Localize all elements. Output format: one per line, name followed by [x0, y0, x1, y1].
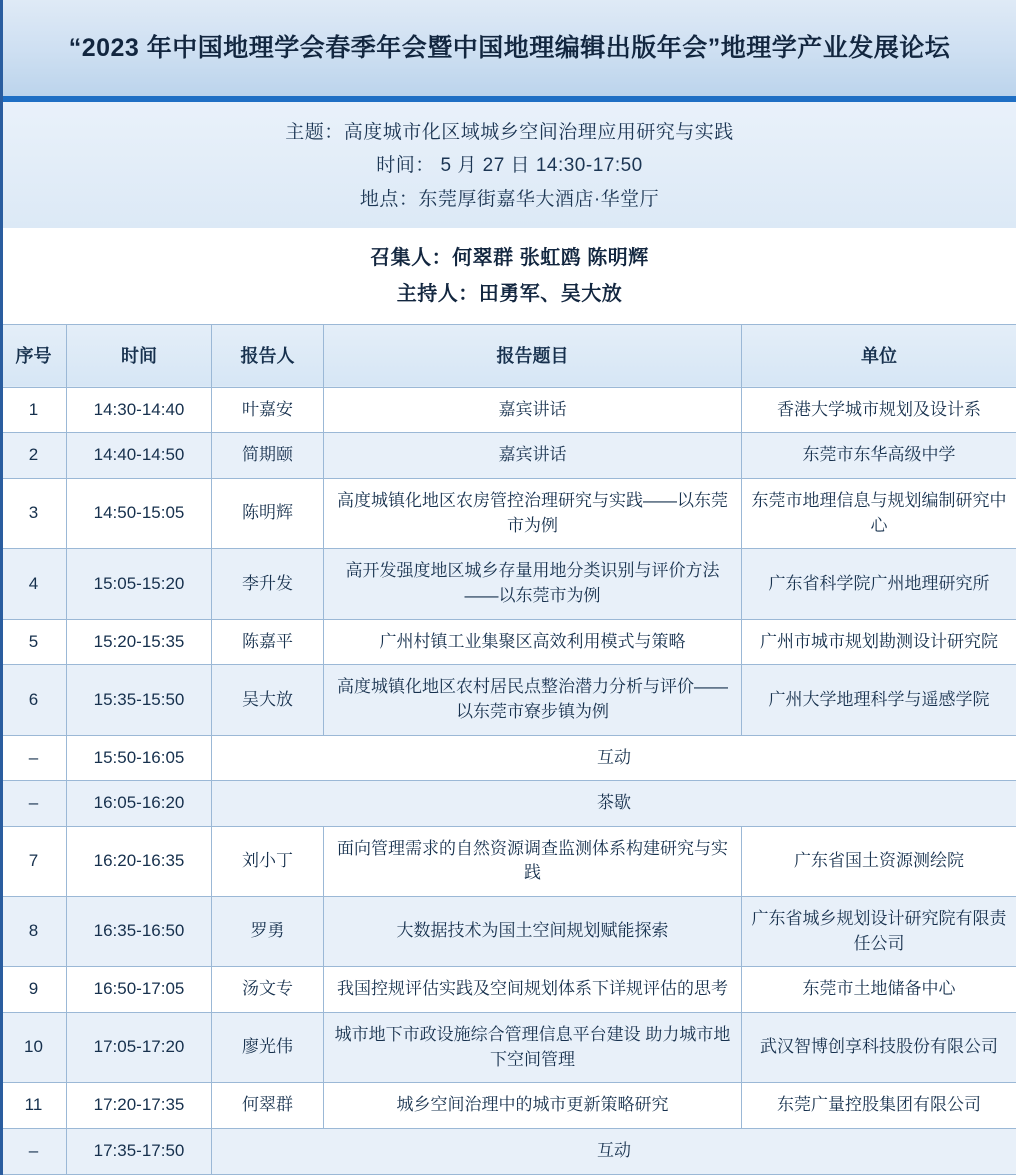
table-row: [1, 897, 1016, 967]
cell-topic: 嘉宾讲话: [324, 387, 742, 433]
cell-topic: 嘉宾讲话: [324, 433, 742, 479]
cell-speaker: 刘小丁: [212, 826, 324, 896]
cell-topic: 城乡空间治理中的城市更新策略研究: [324, 1083, 742, 1129]
cell-speaker: 吴大放: [212, 665, 324, 735]
column-header-topic: 报告题目: [324, 324, 742, 387]
cell-no: –: [1, 781, 67, 827]
cell-time: 17:20-17:35: [67, 1083, 212, 1129]
cell-unit: 广州大学地理科学与遥感学院: [742, 665, 1016, 735]
cell-unit: 东莞市土地储备中心: [742, 967, 1016, 1013]
cell-no: –: [1, 735, 67, 781]
column-header-unit: 单位: [742, 324, 1016, 387]
table-row: [1, 665, 1016, 735]
cell-topic: 广州村镇工业集聚区高效利用模式与策略: [324, 619, 742, 665]
cell-unit: 武汉智博创享科技股份有限公司: [742, 1013, 1016, 1083]
table-row: [1, 826, 1016, 896]
table-row: [1, 781, 1016, 827]
table-row: [1, 433, 1016, 479]
cell-time: 17:35-17:50: [67, 1128, 212, 1174]
cell-speaker: 廖光伟: [212, 1013, 324, 1083]
table-row: [1, 1013, 1016, 1083]
page-title: “2023 年中国地理学会春季年会暨中国地理编辑出版年会”地理学产业发展论坛: [69, 32, 951, 65]
cell-unit: 东莞广量控股集团有限公司: [742, 1083, 1016, 1129]
cell-time: 14:40-14:50: [67, 433, 212, 479]
table-row: [1, 387, 1016, 433]
cell-speaker: 罗勇: [212, 897, 324, 967]
cell-time: 15:20-15:35: [67, 619, 212, 665]
cell-no: 1: [1, 387, 67, 433]
table-row: [1, 549, 1016, 619]
cell-time: 16:05-16:20: [67, 781, 212, 827]
cell-time: 15:05-15:20: [67, 549, 212, 619]
table-row: [1, 479, 1016, 549]
cell-unit: 广东省城乡规划设计研究院有限责任公司: [742, 897, 1016, 967]
cell-speaker: 汤文专: [212, 967, 324, 1013]
cell-speaker: 简期颐: [212, 433, 324, 479]
cell-no: –: [1, 1128, 67, 1174]
cell-time: 17:05-17:20: [67, 1013, 212, 1083]
schedule-table-head: [1, 324, 1016, 387]
event-time: 时间： 5 月 27 日 14:30-17:50: [3, 149, 1016, 182]
cell-topic: 互动: [212, 1128, 1016, 1174]
cell-unit: 广州市城市规划勘测设计研究院: [742, 619, 1016, 665]
cell-unit: 香港大学城市规划及设计系: [742, 387, 1016, 433]
column-header-speaker: 报告人: [212, 324, 324, 387]
cell-topic: 互动: [212, 735, 1016, 781]
cell-no: 5: [1, 619, 67, 665]
cell-speaker: 陈明辉: [212, 479, 324, 549]
left-accent-rail: [0, 0, 3, 1175]
table-row: [1, 967, 1016, 1013]
cell-topic: 面向管理需求的自然资源调查监测体系构建研究与实践: [324, 826, 742, 896]
cell-unit: 东莞市地理信息与规划编制研究中心: [742, 479, 1016, 549]
cell-time: 16:50-17:05: [67, 967, 212, 1013]
cell-no: 6: [1, 665, 67, 735]
cell-unit: 东莞市东华高级中学: [742, 433, 1016, 479]
cell-topic: 大数据技术为国土空间规划赋能探索: [324, 897, 742, 967]
table-row: [1, 1083, 1016, 1129]
cell-unit: 广东省科学院广州地理研究所: [742, 549, 1016, 619]
event-place: 地点：东莞厚街嘉华大酒店·华堂厅: [3, 183, 1016, 216]
table-header-row: [1, 324, 1016, 387]
table-row: [1, 1128, 1016, 1174]
event-convener: 召集人：何翠群 张虹鸥 陈明辉: [3, 240, 1016, 276]
cell-no: 8: [1, 897, 67, 967]
schedule-table: [0, 324, 1016, 1175]
cell-topic: 城市地下市政设施综合管理信息平台建设 助力城市地下空间管理: [324, 1013, 742, 1083]
cell-time: 15:35-15:50: [67, 665, 212, 735]
cell-no: 2: [1, 433, 67, 479]
cell-topic: 茶歇: [212, 781, 1016, 827]
cell-no: 9: [1, 967, 67, 1013]
cell-topic: 高开发强度地区城乡存量用地分类识别与评价方法——以东莞市为例: [324, 549, 742, 619]
cell-time: 16:20-16:35: [67, 826, 212, 896]
table-row: [1, 735, 1016, 781]
cell-speaker: 陈嘉平: [212, 619, 324, 665]
cell-time: 14:50-15:05: [67, 479, 212, 549]
title-banner: [0, 0, 1016, 96]
event-people-block: [0, 228, 1016, 324]
cell-no: 11: [1, 1083, 67, 1129]
table-row: [1, 619, 1016, 665]
event-host: 主持人：田勇军、吴大放: [3, 276, 1016, 312]
cell-unit: 广东省国土资源测绘院: [742, 826, 1016, 896]
cell-no: 4: [1, 549, 67, 619]
cell-no: 3: [1, 479, 67, 549]
cell-time: 16:35-16:50: [67, 897, 212, 967]
cell-topic: 我国控规评估实践及空间规划体系下详规评估的思考: [324, 967, 742, 1013]
event-theme: 主题：高度城市化区域城乡空间治理应用研究与实践: [3, 116, 1016, 149]
cell-time: 15:50-16:05: [67, 735, 212, 781]
cell-no: 7: [1, 826, 67, 896]
cell-topic: 高度城镇化地区农房管控治理研究与实践——以东莞市为例: [324, 479, 742, 549]
column-header-time: 时间: [67, 324, 212, 387]
column-header-no: 序号: [1, 324, 67, 387]
cell-time: 14:30-14:40: [67, 387, 212, 433]
cell-speaker: 李升发: [212, 549, 324, 619]
cell-no: 10: [1, 1013, 67, 1083]
event-info-block: [0, 102, 1016, 228]
schedule-table-body: [1, 387, 1016, 1174]
cell-speaker: 叶嘉安: [212, 387, 324, 433]
cell-speaker: 何翠群: [212, 1083, 324, 1129]
cell-topic: 高度城镇化地区农村居民点整治潜力分析与评价——以东莞市寮步镇为例: [324, 665, 742, 735]
